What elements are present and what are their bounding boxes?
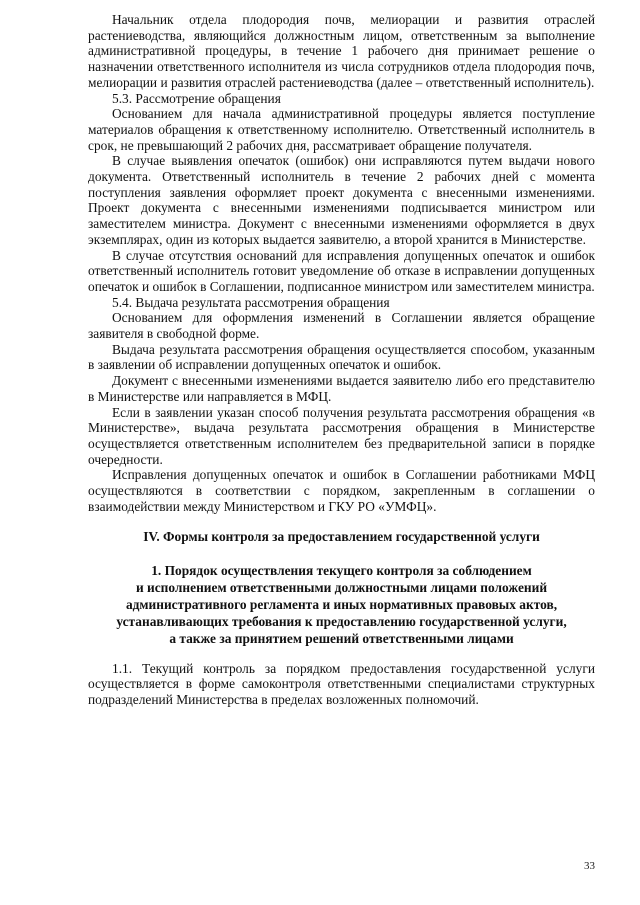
subheading-line: административного регламента и иных нормативных правовых актов, (125, 596, 558, 612)
paragraph-5-3-3: В случае отсутствия оснований для исправления допущенных опечаток и ошибок ответственный исполнитель готовит уведомление об отказе в исправлении допущенных опечаток и ошибок в Соглашении, подписанное министром или заместителем министра. (88, 247, 595, 294)
paragraph-5-4-3: Документ с внесенными изменениями выдается заявителю либо его представителю в Министерстве или направляется в МФЦ. (88, 373, 595, 404)
subsection-title-5-3: 5.3. Рассмотрение обращения (112, 90, 281, 106)
paragraph-5-4-2: Выдача результата рассмотрения обращения осуществляется способом, указанным в заявлении об исправлении допущенных опечаток и ошибок. (88, 341, 595, 373)
page-number: 33 (584, 860, 595, 872)
paragraph-5-4-1: Основанием для оформления изменений в Соглашении является обращение заявителя в свободной форме. (88, 310, 595, 342)
paragraph-5-4-5: Исправления допущенных опечаток и ошибок в Соглашении работниками МФЦ осуществляются в соответствии с порядком, закрепленным в соглашении о взаимодействии между Министерством и ГКУ РО «УМФЦ». (88, 467, 595, 514)
document-page (88, 12, 595, 708)
subsection-title-5-4: 5.4. Выдача результата рассмотрения обращения (112, 294, 390, 310)
subheading-line: 1. Порядок осуществления текущего контроля за соблюдением (151, 562, 532, 578)
subheading-line: а также за принятием решений ответственными лицами (169, 630, 514, 646)
subsection-heading-control (88, 562, 595, 647)
subheading-line: и исполнением ответственными должностными лицами положений (135, 579, 548, 595)
paragraph-5-3-2: В случае выявления опечаток (ошибок) они исправляются путем выдачи нового документа. Ответственный исполнитель в течение 2 рабочих дней с момента поступления заявления оформляет проект документа с внесенными изменениями. Проект документа с внесенными изменениями подписывается министром или заместителем министра. Документ с внесенными изменениями оформляется в двух экземплярах, один из которых выдается заявителю, а второй хранится в Министерстве. (88, 153, 595, 247)
subheading-line: устанавливающих требования к предоставлению государственной услуги, (116, 613, 567, 629)
paragraph-intro: Начальник отдела плодородия почв, мелиорации и развития отраслей растениеводства, являющийся должностным лицом, ответственным за выполнение административной процедуры, в течение 1 рабочего дня принимает решение о назначении ответственного исполнителя из числа сотрудников отдела плодородия почв, мелиорации и развития отраслей растениеводства (далее – ответственный исполнитель). (88, 12, 595, 90)
paragraph-5-4-4: Если в заявлении указан способ получения результата рассмотрения обращения «в Министерстве», выдача результата рассмотрения обращения в Министерстве осуществляется ответственным исполнителем без предварительной записи в порядке очередности. (88, 404, 595, 467)
paragraph-iv-1-1: 1.1. Текущий контроль за порядком предоставления государственной услуги осуществляется в форме самоконтроля ответственными специалистами структурных подразделений Министерства в пределах возложенных полномочий. (88, 660, 595, 707)
paragraph-5-3-1: Основанием для начала административной процедуры является поступление материалов обращения к ответственному исполнителю. Ответственный исполнитель в срок, не превышающий 2 рабочих дня, рассматривает обращение получателя. (88, 106, 595, 153)
section-heading-iv: IV. Формы контроля за предоставлением государственной услуги (143, 528, 540, 544)
